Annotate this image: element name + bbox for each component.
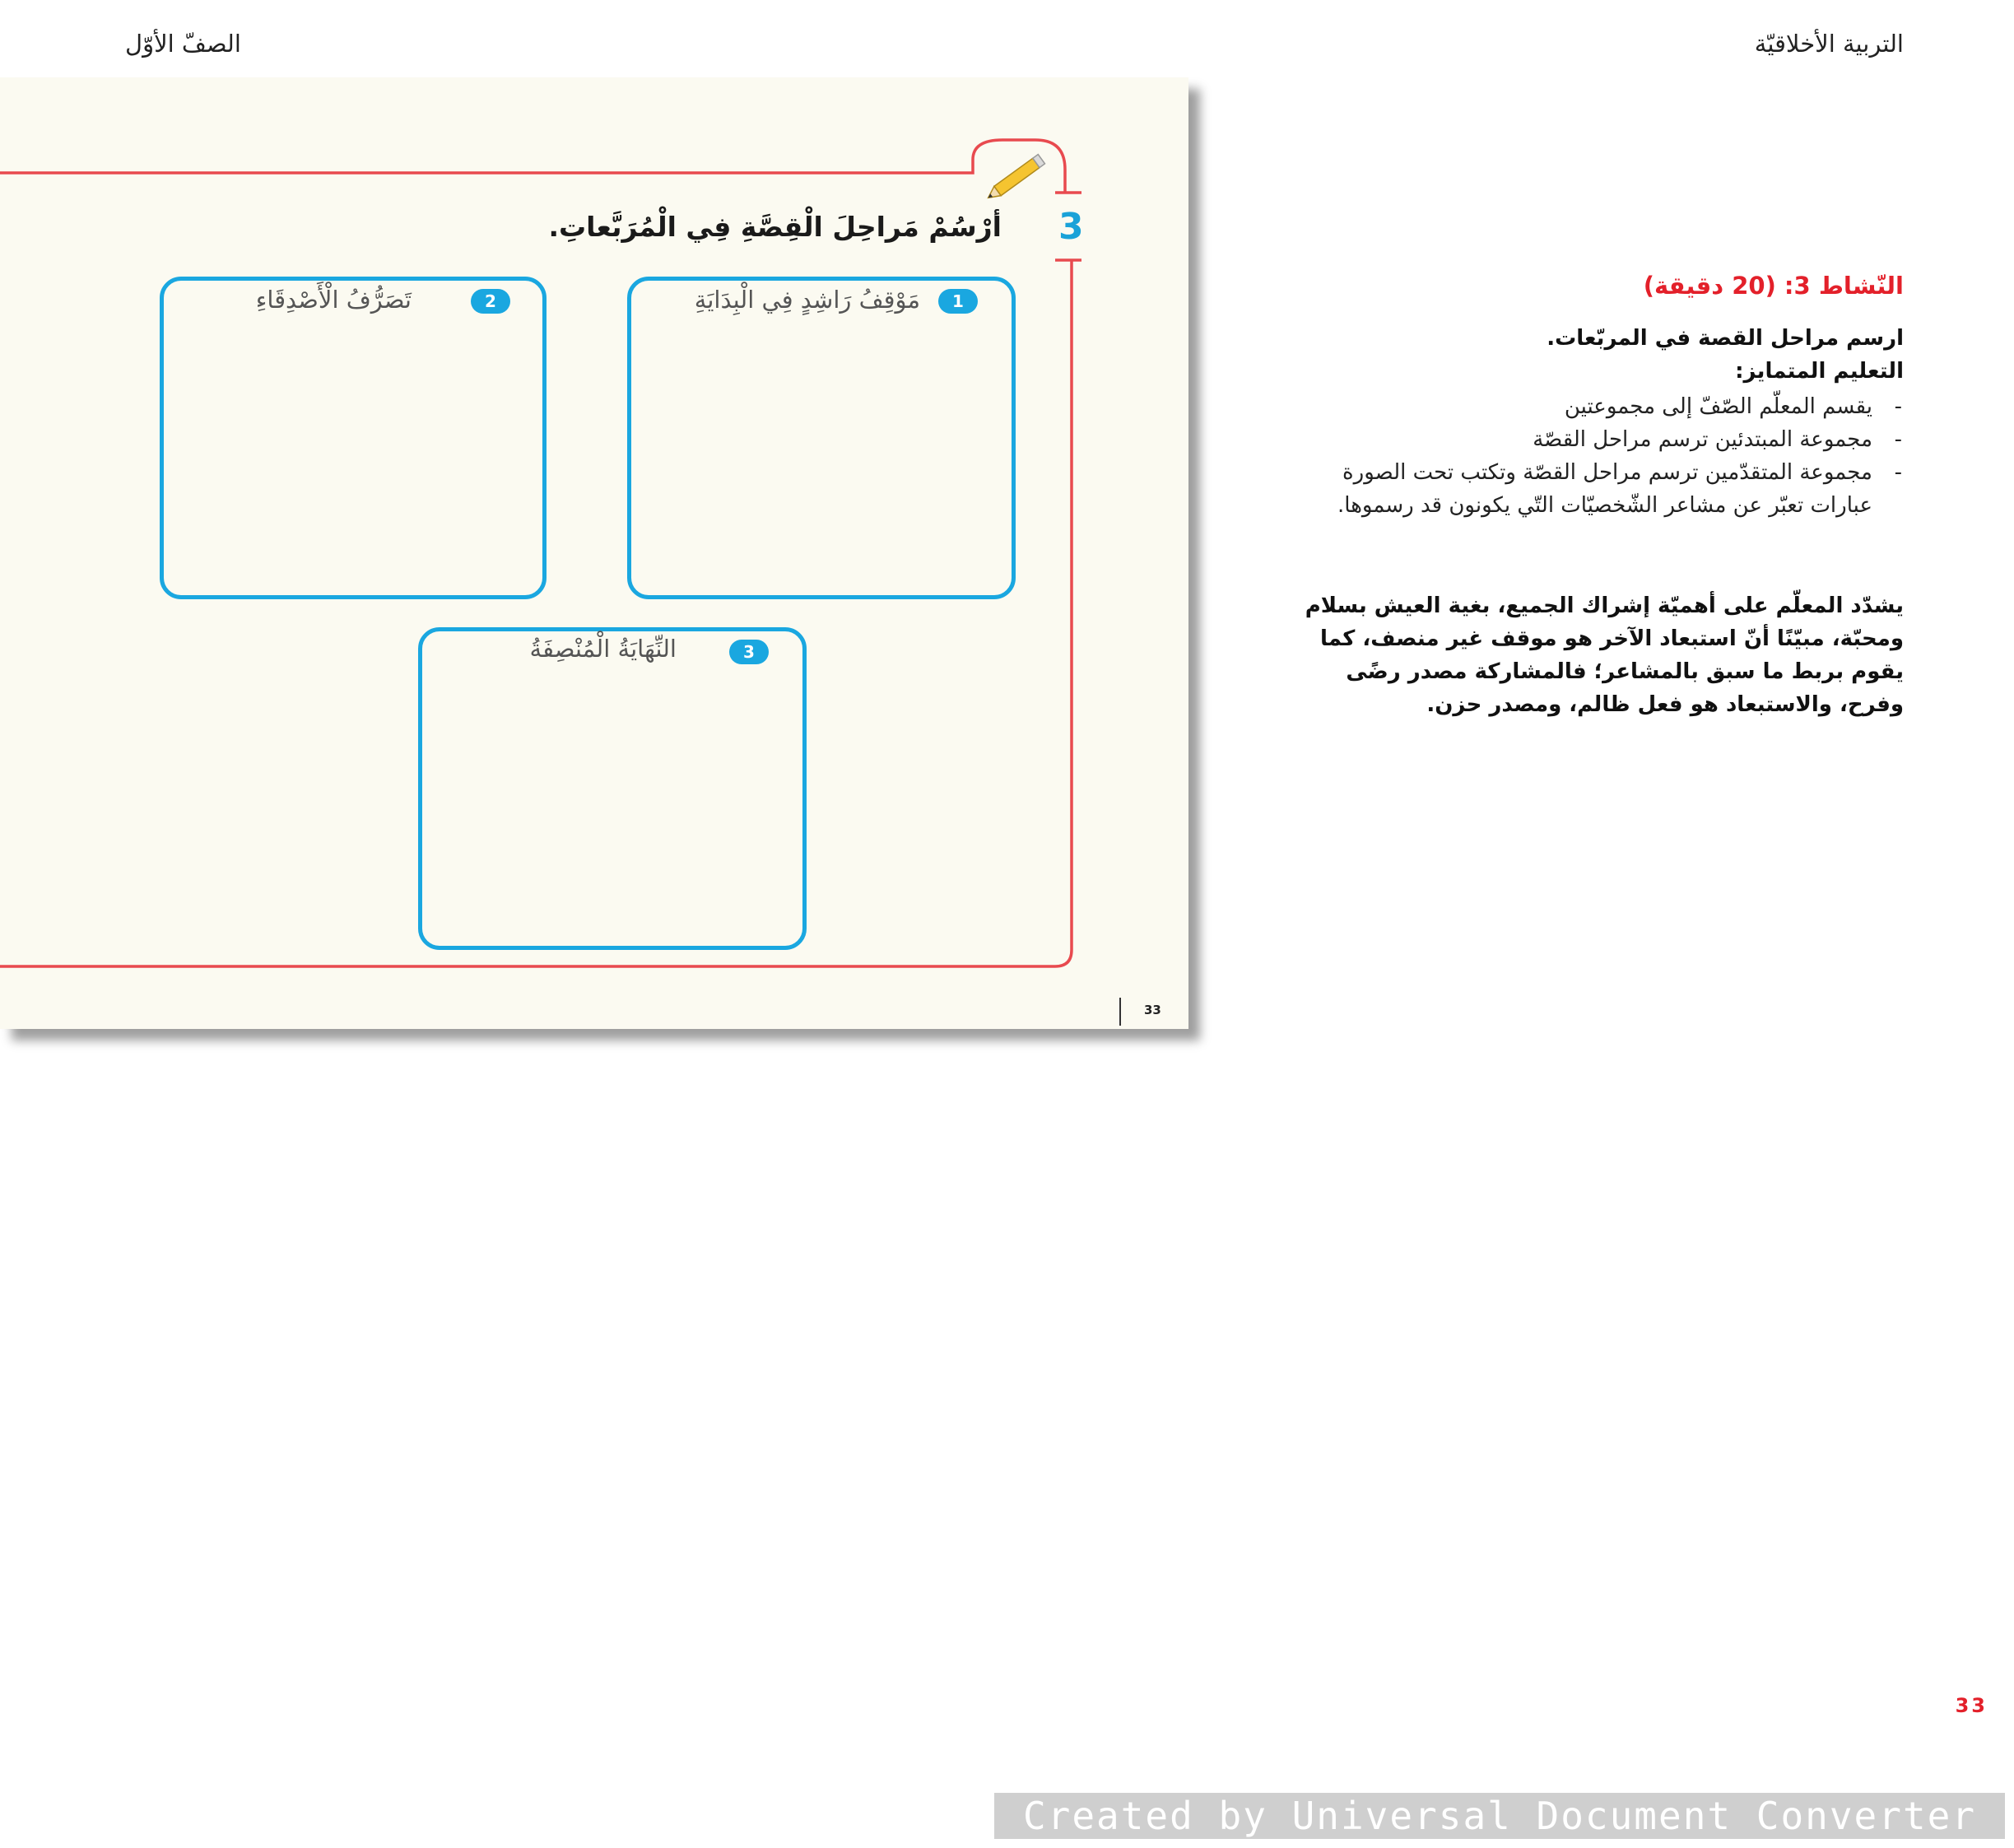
differentiated-list	[1277, 390, 1902, 522]
watermark-banner: Created by Universal Document Converter	[994, 1793, 2005, 1839]
list-item: - مجموعة المبتدئين ترسم مراحل القصّة	[1533, 427, 1902, 452]
activity-title: النّشاط 3: (20 دقيقة)	[1643, 272, 1904, 300]
story-box-friends[interactable]	[160, 277, 547, 599]
differentiated-heading: التعليم المتمايز:	[1735, 359, 1904, 384]
list-item: - مجموعة المتقدّمين ترسم مراحل القصّة وتكتب تحت الصورة عبارات تعبّر عن مشاعر الشّخصيّات التّي يكونون قد رسموها.	[1337, 460, 1902, 518]
box-number-badge: 2	[471, 289, 510, 314]
header-subject: التربية الأخلاقيّة	[1754, 30, 1904, 58]
box-label-beginning: مَوْقِفُ رَاشِدٍ فِي الْبِدَايَةِ	[694, 286, 920, 314]
box-label-fair-ending: النِّهَايَةُ الْمُنْصِفَةُ	[529, 635, 677, 663]
story-box-beginning[interactable]	[627, 277, 1016, 599]
header-grade: الصفّ الأوّل	[125, 30, 241, 58]
box-label-friends: تَصَرُّفُ الْأَصْدِقَاءِ	[255, 286, 412, 314]
list-item: - يقسم المعلّم الصّفّ إلى مجموعتين	[1564, 394, 1902, 419]
story-box-fair-ending[interactable]	[418, 627, 807, 950]
page-number: 33	[1955, 1694, 1988, 1717]
page-number-divider	[1119, 998, 1121, 1026]
drawing-instruction: أرْسُمْ مَراحِلَ الْقِصَّةِ فِي الْمُرَبَّعاتِ.	[548, 211, 1002, 243]
box-number-badge: 1	[938, 289, 978, 314]
book-page	[0, 77, 1188, 1029]
teacher-paragraph: يشدّد المعلّم على أهميّة إشراك الجميع، بغية العيش بسلام ومحبّة، مبيّنًا أنّ استبعاد الآخر هو موقف غير منصف، كما يقوم بربط ما سبق بالمشاعر؛ فالمشاركة مصدر رضًى وفرح، والاستبعاد هو فعل ظالم، ومصدر حزن.	[1305, 594, 1904, 717]
pencil-icon	[985, 155, 1045, 202]
book-page-number: 33	[1144, 1003, 1161, 1017]
activity-instruction: ارسم مراحل القصة في المربّعات.	[1547, 326, 1904, 351]
step-number: 3	[1058, 206, 1084, 248]
box-number-badge: 3	[729, 640, 769, 664]
